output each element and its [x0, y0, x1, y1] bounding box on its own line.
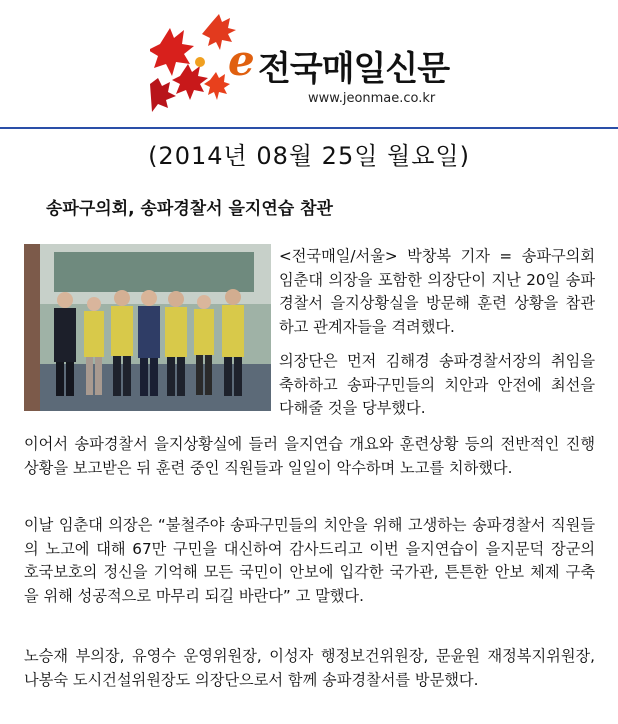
header-divider — [0, 127, 618, 129]
article-photo — [24, 244, 271, 411]
newspaper-name: 전국매일신문 — [258, 49, 450, 89]
newspaper-logo — [150, 14, 450, 114]
article-headline: 송파구의회, 송파경찰서 을지연습 참관 — [46, 199, 333, 219]
group-photo-image — [24, 244, 271, 411]
article-paragraph: 노승재 부의장, 유영수 운영위원장, 이성자 행정보건위원장, 문윤원 재정복지위원장, 나봉숙 도시건설위원장도 의장단으로서 함께 송파경찰서를 방문했다. — [24, 647, 595, 689]
article-paragraph: 이날 임춘대 의장은 “불철주야 송파구민들의 치안을 위해 고생하는 송파경찰서 직원들의 노고에 대해 67만 구민을 대신하여 감사드리고 이번 을지연습이 을지문덕 장군의 호국보호의 정신을 기억해 모든 국민이 안보에 입각한 국가관, 튼튼한 안보 체제 구축을 위해 성공적으로 마무리 되길 바란다” 고 말했다. — [24, 516, 595, 605]
publication-date: (2014년 08월 25일 월요일) — [148, 142, 470, 170]
article-paragraph: 이어서 송파경찰서 을지상황실에 들러 을지연습 개요와 훈련상황 등의 전반적인 진행상황을 보고받은 뒤 훈련 중인 직원들과 일일이 악수하며 노고를 치하했다. — [24, 435, 595, 477]
article-paragraph: 의장단은 먼저 김해경 송파경찰서장의 취임을 축하하고 송파구민들의 치안과 안전에 최선을 다해줄 것을 당부했다. — [279, 352, 595, 417]
newspaper-url[interactable]: www.jeonmae.co.kr — [308, 91, 436, 106]
article-paragraph: <전국매일/서울> 박창복 기자 = 송파구의회 임춘대 의장을 포함한 의장단이 지난 20일 송파경찰서 을지상황실을 방문해 훈련 상황을 참관하고 관계자들을 격려했다. — [279, 247, 595, 336]
logo-letter-e: e — [228, 36, 255, 85]
